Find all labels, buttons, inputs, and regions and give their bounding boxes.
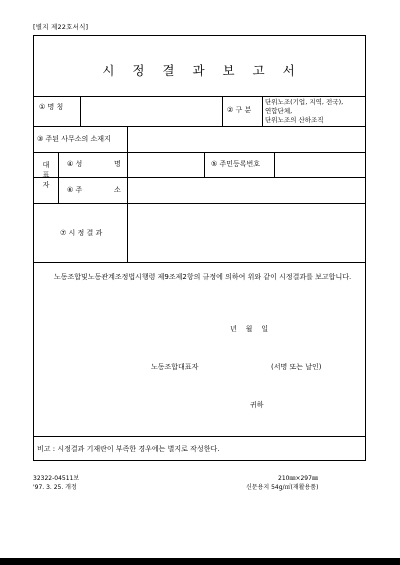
rep-label-1: 대 xyxy=(42,161,50,169)
paper-type: 신문용지 54g/㎡(재활용품) xyxy=(246,484,319,491)
rep-label-3: 자 xyxy=(42,181,50,189)
row-divider xyxy=(34,262,365,263)
col-divider xyxy=(274,152,275,177)
date-line: 년 월 일 xyxy=(230,325,269,333)
result-label: ⑦ 시 정 결 과 xyxy=(60,229,103,237)
form-id: [별지 제22호서식] xyxy=(33,23,89,31)
paper-size: 210㎜×297㎜ xyxy=(278,475,318,482)
col-divider xyxy=(127,126,128,152)
form-title: 시 정 결 과 보 고 서 xyxy=(102,63,297,78)
revision-date: '97. 3. 25. 개정 xyxy=(33,484,77,491)
col-divider xyxy=(127,203,128,262)
bottom-bar xyxy=(0,558,400,565)
rep-label-2: 표 xyxy=(42,171,50,179)
rep-id-label: ⑤ 주민등록번호 xyxy=(211,160,261,168)
col-divider xyxy=(222,96,223,126)
rep-name-label-end: 명 xyxy=(114,160,121,168)
row-divider xyxy=(34,203,365,204)
statement-text: 노동조합및노동관계조정법시행령 제9조제2항의 규정에 의하여 위와 같이 시정결과를 보고합니다. xyxy=(54,273,352,281)
type-option-1: 단위노조(기업, 지역, 전국), xyxy=(265,98,344,106)
note: 비고 : 시정결과 기재란이 부족한 경우에는 별지로 작성한다. xyxy=(37,445,220,453)
rep-name-label: ④ 성 xyxy=(67,160,83,168)
report-form xyxy=(33,35,366,461)
recipient: 귀하 xyxy=(250,401,264,409)
form-code: 32322-04511보 xyxy=(33,475,80,482)
col-divider xyxy=(262,96,263,126)
rep-addr-label: ⑥ 주 xyxy=(67,186,83,194)
row-divider xyxy=(34,126,365,127)
row-divider xyxy=(34,96,365,97)
row-divider xyxy=(58,177,365,178)
office-label: ③ 주된 사무소의 소재지 xyxy=(37,135,111,143)
col-divider xyxy=(80,96,81,126)
row-divider xyxy=(34,436,365,437)
representative-label: 노동조합대표자 xyxy=(151,363,199,371)
type-label: ② 구 분 xyxy=(227,106,252,114)
col-divider xyxy=(204,152,205,177)
row-divider xyxy=(34,152,365,153)
signature-hint: (서명 또는 날인) xyxy=(271,363,322,371)
rep-addr-label-end: 소 xyxy=(114,186,121,194)
name-label: ① 명 칭 xyxy=(39,103,64,111)
type-option-3: 단위노조의 산하조직 xyxy=(265,116,324,124)
type-option-2: 연합단체, xyxy=(265,107,293,115)
